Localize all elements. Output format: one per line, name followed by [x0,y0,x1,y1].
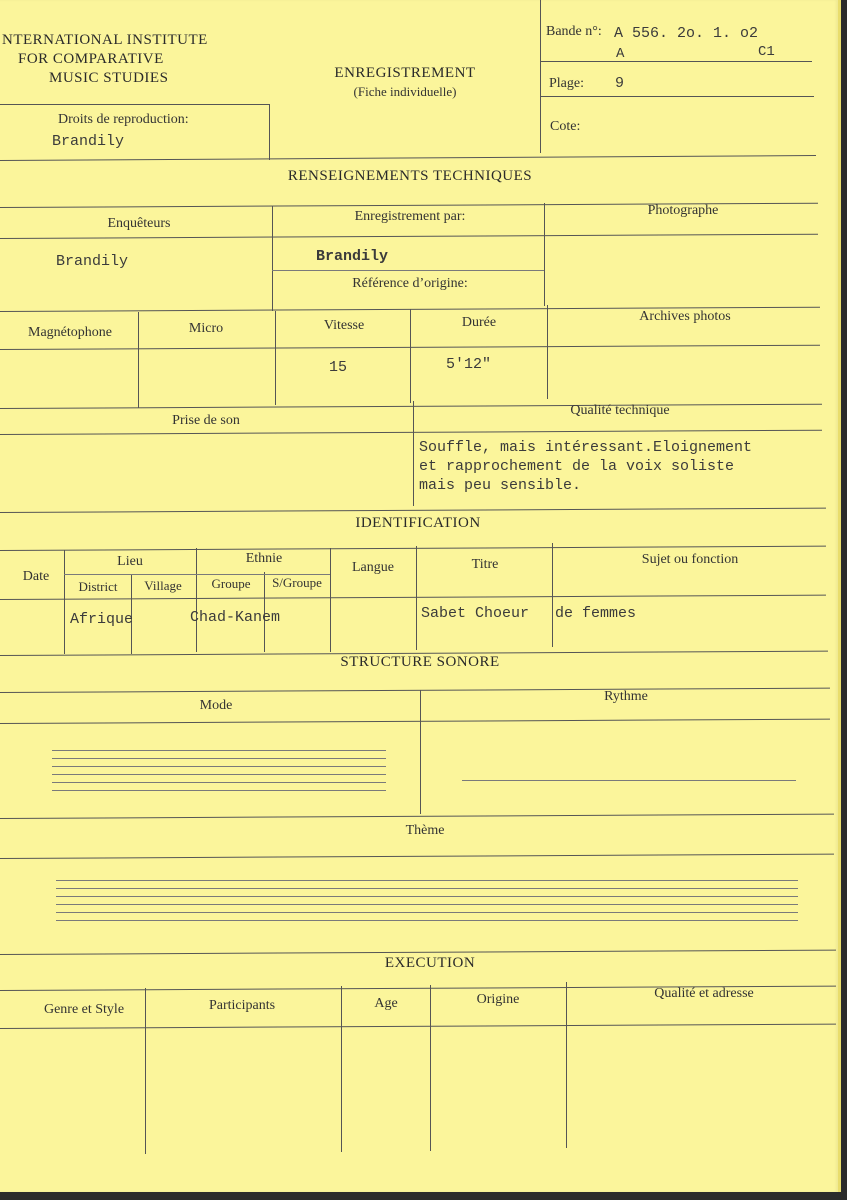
rule [0,234,818,239]
droits-label: Droits de reproduction: [58,112,189,127]
plage-value: 9 [615,75,625,92]
magnetophone-label: Magnétophone [28,325,112,340]
institute-name-line2: FOR COMPARATIVE [18,51,164,67]
rule [269,104,270,160]
prise-label: Prise de son [172,413,240,428]
rule [552,543,553,647]
rule [0,688,830,693]
rule [275,311,276,405]
enqueteurs-label: Enquêteurs [107,216,171,231]
rule [52,766,386,767]
institute-name-line1: NTERNATIONAL INSTITUTE [2,32,208,48]
qualite-line-1: Souffle, mais intéressant.Eloignement [419,439,753,456]
identification-heading: IDENTIFICATION [355,515,481,531]
rule [566,982,567,1148]
rule [420,690,421,814]
rule [56,896,798,897]
rule [272,206,273,311]
rule [0,1024,836,1029]
archives-label: Archives photos [639,309,731,324]
vitesse-value: 15 [329,359,348,376]
rule [0,430,822,435]
rule [0,104,270,105]
groupe-value: Chad-Kanem [190,609,281,626]
bande-sub-a: A [616,46,625,62]
qualite-adresse-label: Qualité et adresse [654,986,754,1001]
enregistrement-label: Enregistrement par: [354,209,466,224]
lieu-label: Lieu [117,554,143,569]
rule [0,508,826,513]
titre-value: Sabet Choeur [421,605,530,622]
micro-label: Micro [188,321,224,336]
cote-label: Cote: [550,119,581,134]
rule [544,203,545,306]
structure-heading: STRUCTURE SONORE [340,654,500,670]
sgroupe-label: S/Groupe [272,575,322,590]
form-title: ENREGISTREMENT [334,65,476,81]
execution-heading: EXECUTION [384,955,476,971]
titre-label: Titre [471,557,499,572]
groupe-label: Groupe [211,576,251,591]
rule [52,774,386,775]
rule [462,780,796,781]
langue-label: Langue [352,560,394,575]
rule [540,0,541,153]
district-label: District [78,579,118,594]
institute-name-line3: MUSIC STUDIES [49,70,169,86]
reference-label: Référence d’origine: [352,276,468,291]
rule [430,985,431,1151]
rule [56,920,798,921]
duree-label: Durée [461,315,497,330]
mode-label: Mode [199,698,233,713]
rule [52,750,386,751]
technique-heading: RENSEIGNEMENTS TECHNIQUES [287,168,533,184]
rule [272,270,544,271]
rule [196,548,197,652]
bande-value: A 556. 2o. 1. o2 [614,25,759,42]
bande-sub-c: C1 [758,44,775,60]
rule [547,305,548,399]
sujet-label: Sujet ou fonction [641,552,739,567]
rule [0,155,816,161]
photographe-label: Photographe [647,203,719,218]
rule [56,880,798,881]
rule [0,814,834,819]
rythme-label: Rythme [604,689,648,704]
rule [0,719,830,724]
enregistrement-value: Brandily [316,248,389,265]
rule [56,904,798,905]
rule [0,854,834,859]
rule [0,546,826,551]
rule [56,888,798,889]
form-subtitle: (Fiche individuelle) [353,84,457,99]
rule [138,312,139,408]
genre-label: Genre et Style [43,1002,125,1017]
district-value: Afrique [70,611,134,628]
ethnie-label: Ethnie [245,551,283,566]
duree-value: 5'12" [446,356,492,373]
rule [0,595,826,600]
rule [330,548,331,652]
theme-label: Thème [405,823,445,838]
rule [416,546,417,650]
origine-label: Origine [476,992,520,1007]
droits-value: Brandily [52,133,125,150]
rule [540,96,814,97]
qualite-line-2: et rapprochement de la voix soliste [419,458,735,475]
rule [64,550,65,654]
bande-label: Bande n°: [546,24,602,39]
date-label: Date [22,569,50,584]
qualite-technique-label: Qualité technique [570,403,670,418]
rule [540,61,812,62]
rule [56,912,798,913]
participants-label: Participants [208,998,276,1013]
rule [413,401,414,506]
rule [52,790,386,791]
rule [341,986,342,1152]
village-label: Village [144,578,182,593]
rule [410,309,411,403]
age-label: Age [374,996,398,1011]
rule [0,404,822,409]
vitesse-label: Vitesse [323,318,365,333]
qualite-line-3: mais peu sensible. [419,477,582,494]
rule [52,782,386,783]
rule [52,758,386,759]
plage-label: Plage: [549,76,584,91]
rule [145,988,146,1154]
enqueteurs-value: Brandily [56,253,129,270]
sujet-value: de femmes [555,605,637,622]
